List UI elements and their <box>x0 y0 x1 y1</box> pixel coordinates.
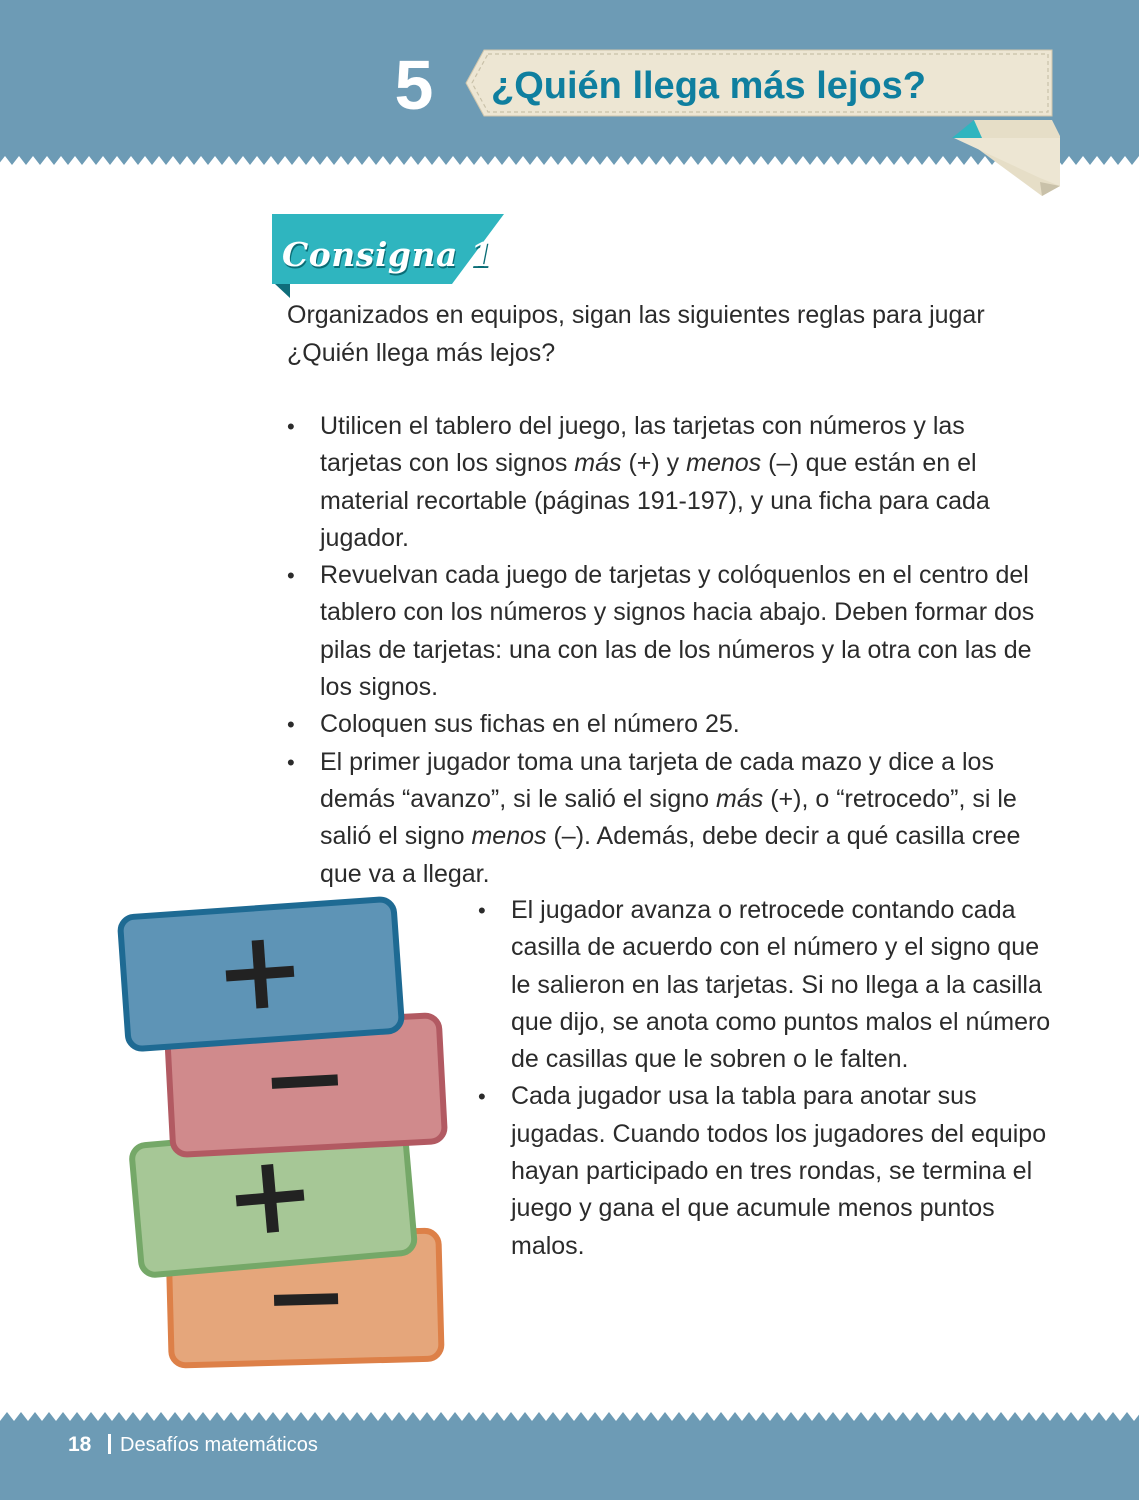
page-number: 18 <box>68 1433 92 1456</box>
rules-list <box>287 408 1047 893</box>
lesson-title: ¿Quién llega más lejos? <box>491 65 927 107</box>
rule-emphasis: menos <box>471 822 547 851</box>
rule-item <box>287 408 1047 557</box>
intro-paragraph: Organizados en equipos, sigan las siguientes reglas para jugar ¿Quién llega más lejos? <box>287 301 985 367</box>
consigna-label: Consigna 1 <box>282 235 494 274</box>
rule-emphasis: menos <box>686 449 762 478</box>
rule-item: • Cada jugador usa la tabla para anotar sus jugadas. Cuando todos los jugadores del equipo hayan participado en tres rondas, se termina el juego y gana el que acumule menos puntos malos. <box>478 1078 1058 1264</box>
rule-text: (+), o “retrocedo”, si le salió el signo <box>320 784 1017 851</box>
rules-list-continued <box>478 892 1058 1265</box>
rule-item: • Revuelvan cada juego de tarjetas y colóquenlos en el centro del tablero con los números y signos hacia abajo. Deben formar dos pilas de tarjetas: una con las de los números y la otra con las de los signos. <box>287 557 1047 706</box>
rule-text: (–). Además, debe decir a qué casilla cree que va a llegar. <box>320 822 1021 888</box>
rule-item <box>287 744 1047 893</box>
rule-text: (+) y <box>621 449 687 478</box>
rule-item: • El jugador avanza o retrocede contando cada casilla de acuerdo con el número y el signo que le salieron en las tarjetas. Si no llega a la casilla que dijo, se anota como puntos malos el número de casillas que le sobren o le falten. <box>478 892 1058 1078</box>
lesson-number: 5 <box>394 46 434 124</box>
rule-text: Utilicen el tablero del juego, las tarjetas con números y las tarjetas con los signos <box>320 412 965 478</box>
rule-emphasis: más <box>716 784 764 813</box>
rule-text: El primer jugador toma una tarjeta de cada mazo y dice a los demás “avanzo”, si le salió el signo <box>320 747 994 813</box>
rule-emphasis: más <box>574 449 622 478</box>
rule-text: (–) que están en el material recortable (páginas 191-197), y una ficha para cada jugador. <box>320 449 990 552</box>
minus-sign-icon <box>274 1293 338 1306</box>
footer-separator <box>108 1434 111 1454</box>
plus-card-blue <box>112 888 412 1060</box>
rule-item: • Coloquen sus fichas en el número 25. <box>287 706 1047 743</box>
book-title: Desafíos matemáticos <box>120 1434 318 1456</box>
